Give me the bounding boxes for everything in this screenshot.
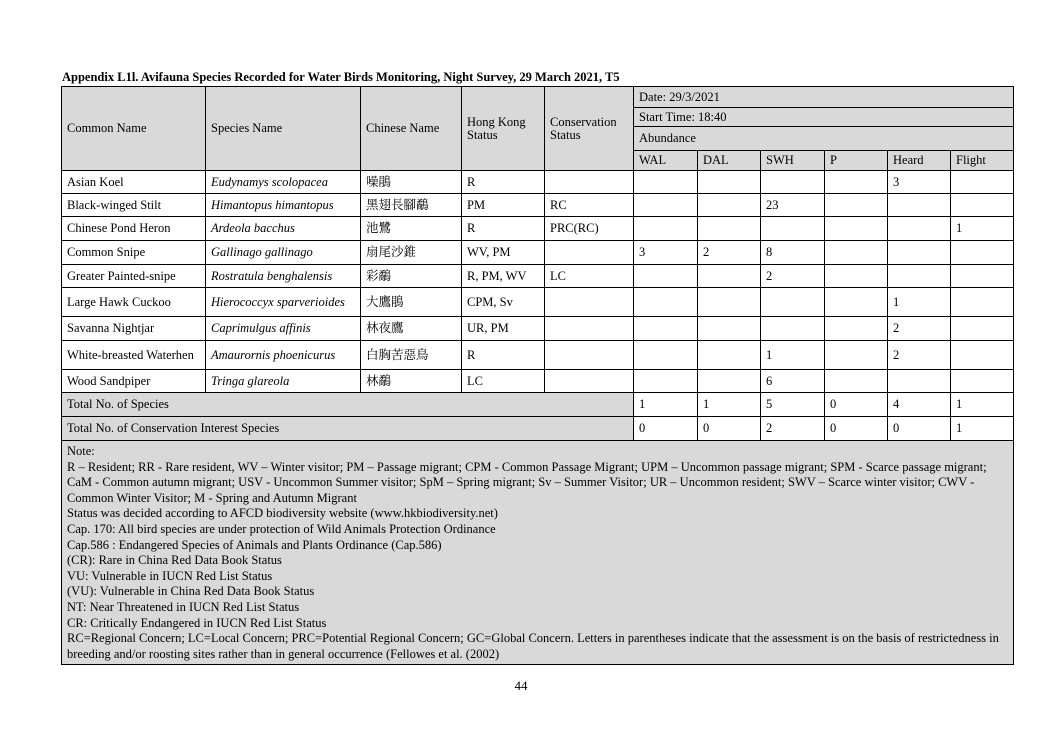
count-cell: [951, 317, 1014, 341]
hk-status-cell: R: [462, 341, 545, 370]
count-cell: [698, 171, 761, 194]
common-name-cell: Greater Painted-snipe: [62, 265, 206, 288]
common-name-cell: White-breasted Waterhen: [62, 341, 206, 370]
header-conservation-status: Conservation Status: [545, 87, 634, 171]
total-conservation-count: 2: [761, 417, 825, 441]
hk-status-cell: CPM, Sv: [462, 288, 545, 317]
count-cell: 2: [761, 265, 825, 288]
count-cell: [698, 217, 761, 241]
total-conservation-count: 0: [634, 417, 698, 441]
notes-row: [62, 441, 1014, 665]
species-name-cell: Tringa glareola: [206, 370, 361, 393]
hk-status-cell: UR, PM: [462, 317, 545, 341]
chinese-name-cell: 彩鷸: [361, 265, 462, 288]
count-cell: [634, 217, 698, 241]
chinese-name-cell: 林夜鷹: [361, 317, 462, 341]
count-cell: [951, 171, 1014, 194]
count-cell: [951, 241, 1014, 265]
hk-status-cell: WV, PM: [462, 241, 545, 265]
hk-status-cell: R: [462, 171, 545, 194]
conservation-status-cell: [545, 171, 634, 194]
note-line: Cap. 170: All bird species are under protection of Wild Animals Protection Ordinance: [67, 521, 496, 536]
species-name-cell: Rostratula benghalensis: [206, 265, 361, 288]
count-cell: 23: [761, 194, 825, 217]
species-name-cell: Amaurornis phoenicurus: [206, 341, 361, 370]
common-name-cell: Wood Sandpiper: [62, 370, 206, 393]
count-cell: [761, 171, 825, 194]
chinese-name-cell: 大鷹鵑: [361, 288, 462, 317]
count-cell: [825, 341, 888, 370]
header-start-time: Start Time: 18:40: [634, 108, 1014, 127]
chinese-name-cell: 扇尾沙錐: [361, 241, 462, 265]
species-name-cell: Caprimulgus affinis: [206, 317, 361, 341]
total-species-count: 1: [951, 393, 1014, 417]
total-species-count: 1: [698, 393, 761, 417]
total-species-label: Total No. of Species: [62, 393, 634, 417]
count-cell: [698, 370, 761, 393]
conservation-status-cell: [545, 241, 634, 265]
count-cell: [698, 265, 761, 288]
count-cell: 2: [698, 241, 761, 265]
common-name-cell: Chinese Pond Heron: [62, 217, 206, 241]
count-cell: [634, 194, 698, 217]
total-conservation-count: 1: [951, 417, 1014, 441]
note-line: RC=Regional Concern; LC=Local Concern; PRC=Potential Regional Concern; GC=Global Concern. Letters in parentheses indicate that the assessment is on the basis of restrictedness in breeding and/or roosting sites rather than in general occurrence (Fellowes et al. (2002): [67, 631, 999, 661]
chinese-name-cell: 池鷺: [361, 217, 462, 241]
hk-status-cell: PM: [462, 194, 545, 217]
chinese-name-cell: 林鷸: [361, 370, 462, 393]
table-row: [62, 171, 1014, 194]
count-cell: [888, 241, 951, 265]
header-hk-status: Hong Kong Status: [462, 87, 545, 171]
count-cell: [634, 317, 698, 341]
conservation-status-cell: LC: [545, 265, 634, 288]
note-line: R – Resident; RR - Rare resident, WV – Winter visitor; PM – Passage migrant; CPM - Common Passage Migrant; UPM – Uncommon passage migrant; SPM - Scarce passage migrant; CaM - Common autumn migrant; USV - Uncommon Summer visitor; SpM – Spring migrant; Sv – Summer Visitor; UR – Uncommon resident; SWV – Scarce winter visitor; CWV - Common Winter Visitor; M - Spring and Autumn Migrant: [67, 459, 987, 505]
table-row: [62, 217, 1014, 241]
species-name-cell: Eudynamys scolopacea: [206, 171, 361, 194]
species-name-cell: Himantopus himantopus: [206, 194, 361, 217]
count-cell: [888, 217, 951, 241]
note-line: NT: Near Threatened in IUCN Red List Status: [67, 599, 300, 614]
header-col-flight: Flight: [951, 151, 1014, 171]
count-cell: 6: [761, 370, 825, 393]
species-name-cell: Gallinago gallinago: [206, 241, 361, 265]
total-species-count: 0: [825, 393, 888, 417]
count-cell: [951, 194, 1014, 217]
species-table: [61, 86, 1014, 665]
common-name-cell: Black-winged Stilt: [62, 194, 206, 217]
header-abundance: Abundance: [634, 127, 1014, 151]
count-cell: [825, 194, 888, 217]
note-line: (VU): Vulnerable in China Red Data Book Status: [67, 584, 315, 599]
hk-status-cell: LC: [462, 370, 545, 393]
species-name-cell: Hierococcyx sparverioides: [206, 288, 361, 317]
total-species-row: [62, 393, 1014, 417]
note-heading: Note:: [67, 444, 95, 458]
count-cell: [825, 217, 888, 241]
header-col-swh: SWH: [761, 151, 825, 171]
count-cell: [761, 317, 825, 341]
total-species-count: 5: [761, 393, 825, 417]
count-cell: [888, 194, 951, 217]
conservation-status-cell: [545, 370, 634, 393]
table-row: [62, 241, 1014, 265]
common-name-cell: Common Snipe: [62, 241, 206, 265]
total-conservation-count: 0: [698, 417, 761, 441]
common-name-cell: Large Hawk Cuckoo: [62, 288, 206, 317]
table-row: [62, 317, 1014, 341]
header-chinese-name: Chinese Name: [361, 87, 462, 171]
header-col-p: P: [825, 151, 888, 171]
notes-cell: [62, 441, 1014, 665]
total-conservation-count: 0: [888, 417, 951, 441]
header-col-dal: DAL: [698, 151, 761, 171]
table-row: [62, 265, 1014, 288]
total-species-count: 1: [634, 393, 698, 417]
total-conservation-count: 0: [825, 417, 888, 441]
common-name-cell: Asian Koel: [62, 171, 206, 194]
count-cell: [698, 317, 761, 341]
hk-status-cell: R, PM, WV: [462, 265, 545, 288]
count-cell: 2: [888, 317, 951, 341]
count-cell: [761, 217, 825, 241]
count-cell: [951, 288, 1014, 317]
note-line: CR: Critically Endangered in IUCN Red List Status: [67, 615, 327, 630]
conservation-status-cell: [545, 317, 634, 341]
table-row: [62, 370, 1014, 393]
count-cell: [761, 288, 825, 317]
count-cell: [825, 370, 888, 393]
note-line: VU: Vulnerable in IUCN Red List Status: [67, 568, 273, 583]
count-cell: [951, 341, 1014, 370]
species-rows: [62, 171, 1014, 393]
header-common-name: Common Name: [62, 87, 206, 171]
conservation-status-cell: PRC(RC): [545, 217, 634, 241]
count-cell: [825, 288, 888, 317]
note-line: Status was decided according to AFCD biodiversity website (www.hkbiodiversity.net): [67, 506, 498, 521]
table-caption: Appendix L1l. Avifauna Species Recorded for Water Birds Monitoring, Night Survey, 29 March 2021, T5: [62, 70, 620, 84]
table-row: [62, 194, 1014, 217]
count-cell: [634, 341, 698, 370]
total-conservation-label: Total No. of Conservation Interest Species: [62, 417, 634, 441]
count-cell: [888, 370, 951, 393]
count-cell: [698, 288, 761, 317]
count-cell: [888, 265, 951, 288]
conservation-status-cell: [545, 341, 634, 370]
total-conservation-row: [62, 417, 1014, 441]
count-cell: [825, 265, 888, 288]
count-cell: [698, 341, 761, 370]
table-row: [62, 341, 1014, 370]
note-line: Cap.586 : Endangered Species of Animals and Plants Ordinance (Cap.586): [67, 537, 442, 552]
species-name-cell: Ardeola bacchus: [206, 217, 361, 241]
count-cell: 2: [888, 341, 951, 370]
chinese-name-cell: 黑翅長腳鷸: [361, 194, 462, 217]
header-col-wal: WAL: [634, 151, 698, 171]
count-cell: 1: [888, 288, 951, 317]
note-line: (CR): Rare in China Red Data Book Status: [67, 553, 282, 568]
conservation-status-cell: RC: [545, 194, 634, 217]
header-species-name: Species Name: [206, 87, 361, 171]
hk-status-cell: R: [462, 217, 545, 241]
count-cell: [634, 288, 698, 317]
count-cell: 3: [634, 241, 698, 265]
count-cell: [634, 265, 698, 288]
page-number: 44: [514, 678, 528, 693]
count-cell: [634, 370, 698, 393]
count-cell: [825, 241, 888, 265]
count-cell: 1: [761, 341, 825, 370]
table-row: [62, 288, 1014, 317]
count-cell: 8: [761, 241, 825, 265]
count-cell: [951, 370, 1014, 393]
count-cell: [825, 171, 888, 194]
header-col-heard: Heard: [888, 151, 951, 171]
total-species-count: 4: [888, 393, 951, 417]
chinese-name-cell: 噪鵑: [361, 171, 462, 194]
count-cell: [634, 171, 698, 194]
count-cell: 1: [951, 217, 1014, 241]
header-date: Date: 29/3/2021: [634, 87, 1014, 108]
count-cell: [698, 194, 761, 217]
count-cell: 3: [888, 171, 951, 194]
count-cell: [825, 317, 888, 341]
count-cell: [951, 265, 1014, 288]
conservation-status-cell: [545, 288, 634, 317]
common-name-cell: Savanna Nightjar: [62, 317, 206, 341]
chinese-name-cell: 白胸苦惡鳥: [361, 341, 462, 370]
